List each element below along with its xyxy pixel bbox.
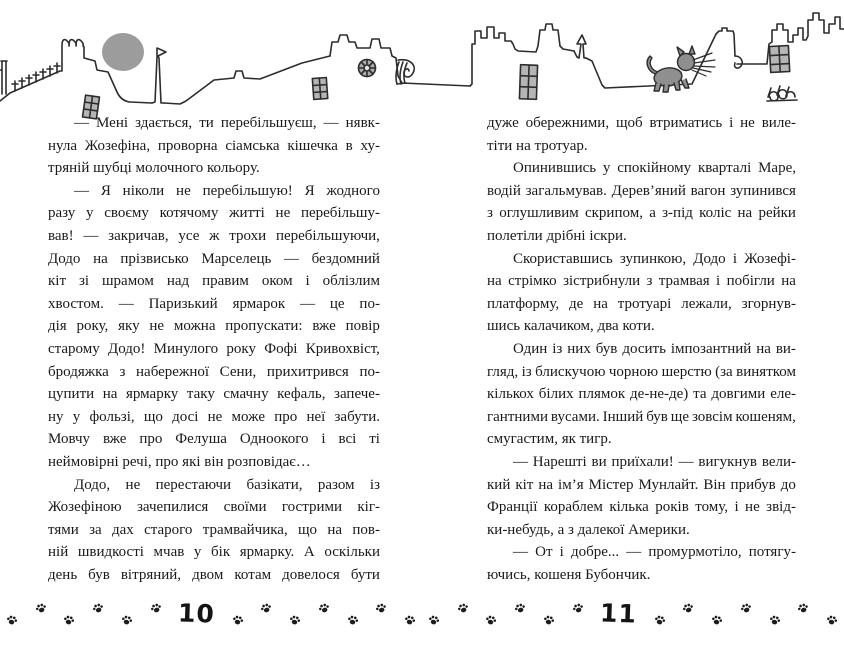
paw-print-icon xyxy=(681,600,696,615)
paw-print-icon xyxy=(91,600,106,615)
paw-print-icon xyxy=(542,613,557,628)
page-text-left xyxy=(48,112,380,586)
text-line: Мовчу вже про Фелуша Одноокого і всі ті xyxy=(48,431,380,448)
antenna-icon xyxy=(0,61,7,94)
railing-ornament-icon xyxy=(767,86,797,101)
paw-print-icon xyxy=(148,600,163,615)
paw-print-icon xyxy=(5,613,20,628)
paw-print-icon xyxy=(767,613,782,628)
text-line: Додо на прізвисько Марселець — бездомний xyxy=(48,250,380,267)
text-line: Скориставшись зупинкою, Додо і Жозефі- xyxy=(513,250,796,267)
text-line: Опинившись у спокійному кварталі Маре, xyxy=(513,160,796,177)
paw-print-icon xyxy=(710,613,725,628)
text-line: Додо, не перестаючи базікати, разом із xyxy=(74,476,380,493)
paw-print-icon xyxy=(316,600,331,615)
text-line: ючись, кошеня Бубончик. xyxy=(487,566,651,583)
moon-icon xyxy=(102,33,144,71)
text-line: бродяжка з набережної Сени, прихитрився по- xyxy=(48,363,380,380)
paw-print-icon xyxy=(427,613,442,628)
text-line: полетіли дрібні іскри. xyxy=(487,227,627,244)
text-line: хвостом. — Паризький ярмарок — це по- xyxy=(48,295,380,312)
paw-print-icon xyxy=(738,600,753,615)
paw-print-icon xyxy=(33,600,48,615)
text-line: шись калачиком, два коти. xyxy=(487,318,655,335)
text-line: водій загальмував. Дерев’яний вагон зупинився xyxy=(487,182,796,199)
text-line: тями за дах старого трамвайчика, що на пов- xyxy=(48,521,380,538)
paw-print-icon xyxy=(288,613,303,628)
text-line: ну у фользі, що досі не може про неї забути. xyxy=(48,408,380,425)
text-line: — Я ніколи не перебільшую! Я жодного xyxy=(74,182,380,199)
paw-print-icon xyxy=(403,613,418,628)
paw-print-icon xyxy=(652,613,667,628)
text-line: Франції кораблем кілька років тому, і не звід- xyxy=(487,499,796,516)
text-line: ній швидкості мчав у бік ярмарку. А оскільки xyxy=(48,544,380,561)
text-line: ки-небудь, а з далекої Америки. xyxy=(487,521,690,538)
paw-print-icon xyxy=(570,600,585,615)
text-line: кий кіт на ім’я Містер Мунлайт. Він прибув до xyxy=(487,476,796,493)
text-line: вав! — закричав, усе ж трохи перебільшуючи, xyxy=(48,227,380,244)
text-line: кількох білих плямок де-не-де) та довгими еле- xyxy=(487,386,796,403)
paw-print-icon xyxy=(62,613,77,628)
page-text-right xyxy=(487,112,796,586)
rosette-window-icon xyxy=(359,60,376,77)
text-line: гляд, із блискучою чорною шерстю (за винятком xyxy=(487,363,796,380)
text-line: — Нарешті ви приїхали! — вигукнув вели- xyxy=(513,453,796,470)
text-line: тіти на тротуар. xyxy=(487,137,588,154)
paw-print-icon xyxy=(345,613,360,628)
text-line: платформу, де на тротуарі лежали, згорнув- xyxy=(487,295,796,312)
text-line: смугастим, як тигр. xyxy=(487,431,612,448)
window-icon xyxy=(769,46,789,73)
left-page-footer xyxy=(6,600,416,644)
text-line: — От і добре... — промурмотіло, потягу- xyxy=(513,544,796,561)
text-line: дуже обережними, щоб втриматись і не виле- xyxy=(487,115,796,131)
text-line: гантними вусами. Інший був ще зовсім кошеням, xyxy=(487,408,796,425)
volute-ornament-icon xyxy=(735,56,743,68)
paw-print-icon xyxy=(374,600,389,615)
text-line: з оглушливим скрипом, а з-під коліс на рейки xyxy=(487,205,796,222)
text-line: дія року, яку не можна пропускати: вже повір xyxy=(48,318,380,335)
mid-roofline xyxy=(164,56,330,104)
paw-print-icon xyxy=(484,613,499,628)
paw-print-icon xyxy=(230,613,245,628)
scroll-ornament-icon xyxy=(396,60,414,84)
page-number: 11 xyxy=(599,598,638,629)
spire-icon xyxy=(574,35,586,58)
text-line: неймовірні речі, про які він розповідає… xyxy=(48,453,311,470)
text-line: Жозефіною зачепилися своїми гострими кіг- xyxy=(48,499,380,516)
paw-print-icon xyxy=(513,600,528,615)
text-line: тряній шубці молочного кольору. xyxy=(48,160,260,177)
text-line: Один із них був досить імпозантний на ви- xyxy=(513,340,796,357)
cross-finials-icon xyxy=(12,63,60,91)
paw-print-icon xyxy=(259,600,274,615)
paw-print-icon xyxy=(455,600,470,615)
text-line: — Мені здається, ти перебільшуєш, — нявк- xyxy=(74,115,380,131)
text-line: кіт зі шрамом над правим оком і облізлим xyxy=(48,273,380,290)
page-number: 10 xyxy=(177,598,216,629)
text-line: день був вітряний, двом котам довелося бути xyxy=(48,566,380,583)
text-line: нула Жозефіна, проворна сіамська кішечка в ху- xyxy=(48,137,380,154)
paw-print-icon xyxy=(825,613,840,628)
right-page-footer xyxy=(428,600,838,644)
text-line: на стрімко зістрибнули з трамвая і побігли на xyxy=(487,273,796,290)
window-icon xyxy=(519,65,537,100)
text-line: разу у своєму котячому житті не перебільшу- xyxy=(48,205,380,222)
right-roofline xyxy=(737,13,844,64)
paris-rooftops-illustration xyxy=(0,0,844,120)
paw-print-icon xyxy=(120,613,135,628)
text-line: старому Додо! Минулого року Фофі Кривохвіст, xyxy=(48,340,380,357)
paw-print-icon xyxy=(796,600,811,615)
window-icon xyxy=(312,78,327,100)
spire-pennant-icon xyxy=(152,48,166,103)
text-line: цупити на ярмарку таку смачну кефаль, запече- xyxy=(48,386,380,403)
